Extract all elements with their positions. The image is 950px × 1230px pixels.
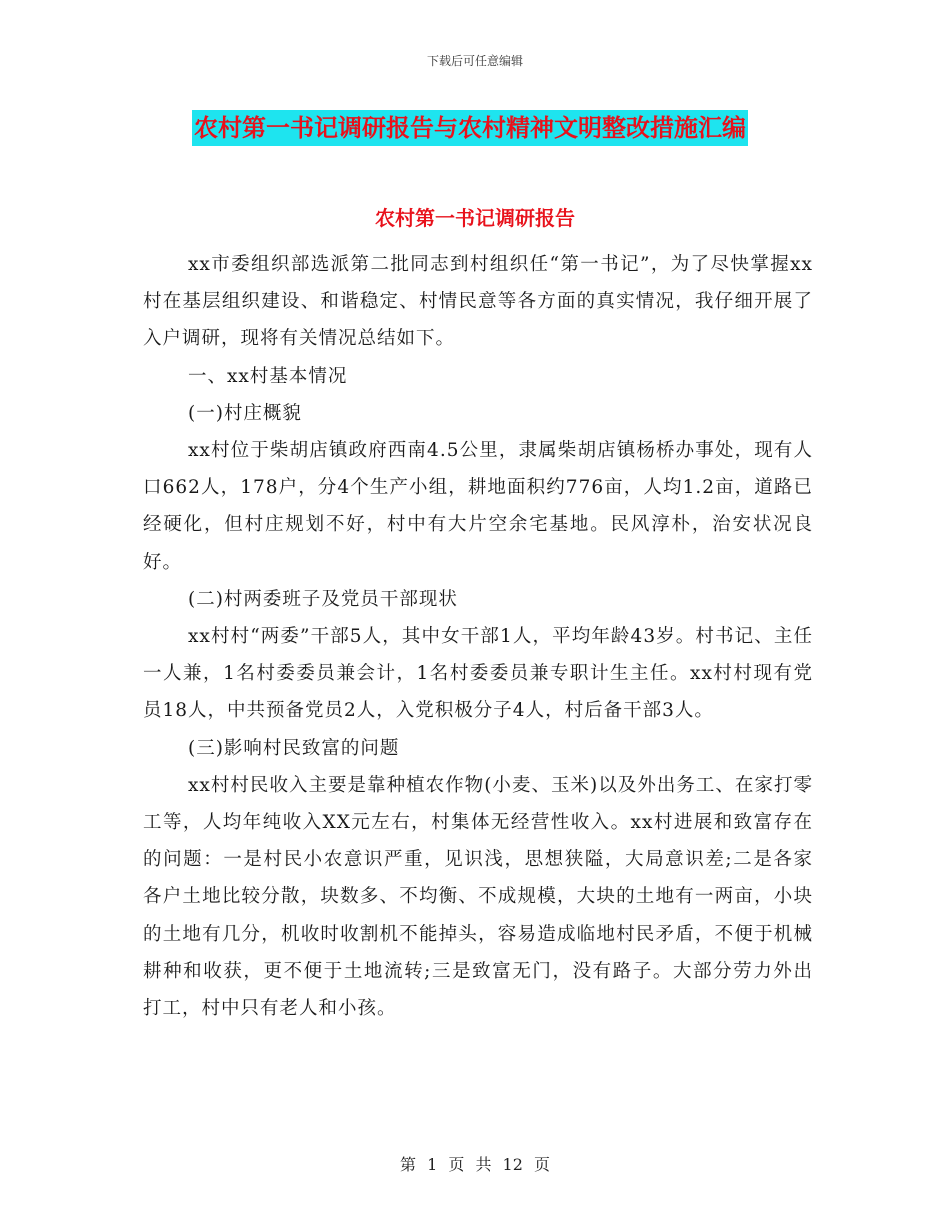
- subheading-village-overview: (一)村庄概貌: [188, 402, 302, 424]
- document-title: 农村第一书记调研报告与农村精神文明整改措施汇编: [192, 110, 748, 146]
- section-title: 农村第一书记调研报告: [375, 206, 575, 230]
- paragraph-intro: xx市委组织部选派第二批同志到村组织任“第一书记”，为了尽快掌握xx村在基层组织建设、和谐稳定、村情民意等各方面的真实情况，我仔细开展了入户调研，现将有关情况总结如下。: [143, 254, 813, 350]
- subheading-problems: (三)影响村民致富的问题: [188, 737, 400, 759]
- paragraph-problems: xx村村民收入主要是靠种植农作物(小麦、玉米)以及外出务工、在家打零工等，人均年纯收入XX元左右，村集体无经营性收入。xx村进展和致富存在的问题：一是村民小农意识严重，见识浅，思想狭隘，大局意识差;二是各家各户土地比较分散，块数多、不均衡、不成规模，大块的土地有一两亩，小块的土地有几分，机收时收割机不能掉头，容易造成临地村民矛盾，不便于机械耕种和收获，更不便于土地流转;三是致富无门，没有路子。大部分劳力外出打工，村中只有老人和小孩。: [143, 774, 813, 1020]
- document-body: [143, 246, 813, 1027]
- paragraph-village-overview: xx村位于柴胡店镇政府西南4.5公里，隶属柴胡店镇杨桥办事处，现有人口662人，178户，分4个生产小组，耕地面积约776亩，人均1.2亩，道路已经硬化，但村庄规划不好，村中有大片空余宅基地。民风淳朴，治安状况良好。: [143, 440, 813, 573]
- subheading-cadres: (二)村两委班子及党员干部现状: [188, 588, 458, 610]
- heading-basic-situation: 一、xx村基本情况: [188, 365, 348, 387]
- page-header-note: 下载后可任意编辑: [426, 54, 523, 68]
- paragraph-cadres: xx村村“两委”干部5人，其中女干部1人，平均年龄43岁。村书记、主任一人兼，1名村委委员兼会计，1名村委委员兼专职计生主任。xx村村现有党员18人，中共预备党员2人，入党积极分子4人，村后备干部3人。: [143, 626, 813, 722]
- page-number-footer: 第 1 页 共 12 页: [400, 1155, 550, 1174]
